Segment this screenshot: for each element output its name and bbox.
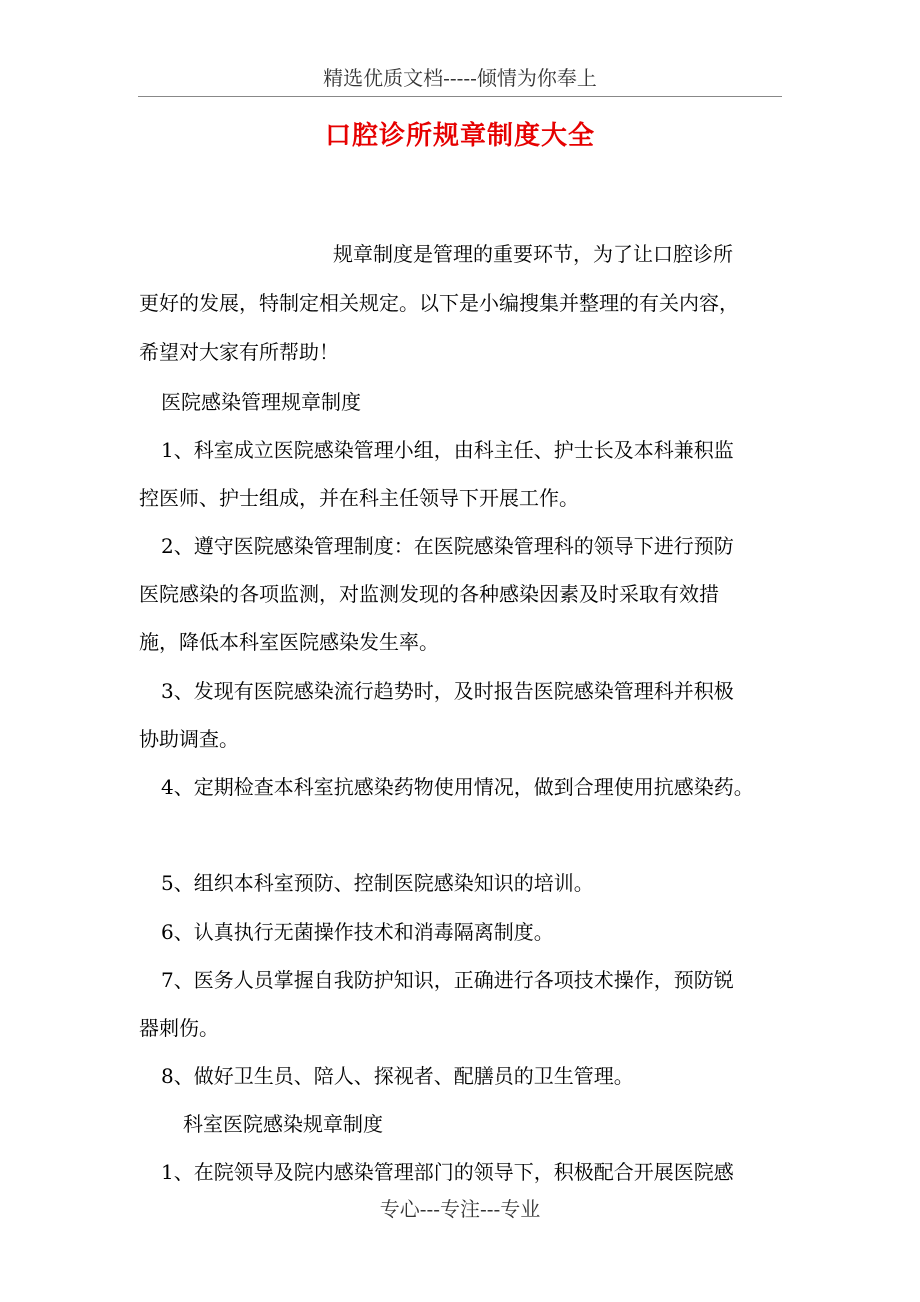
list-item-5-line-1: 5、组织本科室预防、控制医院感染知识的培训。 xyxy=(161,871,594,895)
page-header: 精选优质文档-----倾情为你奉上 xyxy=(323,66,597,90)
list-item-7-line-2: 器刺伤。 xyxy=(139,1016,219,1040)
intro-line-1: 规章制度是管理的重要环节，为了让口腔诊所 xyxy=(333,242,733,266)
header-divider xyxy=(138,96,782,97)
list-item-7-line-1: 7、医务人员掌握自我防护知识，正确进行各项技术操作，预防锐 xyxy=(161,968,734,992)
intro-line-2: 更好的发展，特制定相关规定。以下是小编搜集并整理的有关内容， xyxy=(139,291,739,315)
intro-line-3: 希望对大家有所帮助！ xyxy=(139,340,339,364)
section-heading-dept-infection: 科室医院感染规章制度 xyxy=(183,1112,383,1136)
section2-list-item-1-line-1: 1、在院领导及院内感染管理部门的领导下，积极配合开展医院感 xyxy=(161,1160,734,1184)
list-item-3-line-1: 3、发现有医院感染流行趋势时，及时报告医院感染管理科并积极 xyxy=(161,679,734,703)
list-item-1-line-1: 1、科室成立医院感染管理小组，由科主任、护士长及本科兼积监 xyxy=(161,438,734,462)
section-heading-infection-management: 医院感染管理规章制度 xyxy=(161,390,361,414)
list-item-1-line-2: 控医师、护士组成，并在科主任领导下开展工作。 xyxy=(139,486,579,510)
list-item-2-line-1: 2、遵守医院感染管理制度：在医院感染管理科的领导下进行预防 xyxy=(161,534,734,558)
list-item-8-line-1: 8、做好卫生员、陪人、探视者、配膳员的卫生管理。 xyxy=(161,1064,634,1088)
list-item-2-line-3: 施，降低本科室医院感染发生率。 xyxy=(139,630,439,654)
list-item-4-line-1: 4、定期检查本科室抗感染药物使用情况，做到合理使用抗感染药。 xyxy=(161,775,754,799)
list-item-2-line-2: 医院感染的各项监测，对监测发现的各种感染因素及时采取有效措 xyxy=(139,582,719,606)
list-item-6-line-1: 6、认真执行无菌操作技术和消毒隔离制度。 xyxy=(161,920,554,944)
list-item-3-line-2: 协助调查。 xyxy=(139,727,239,751)
document-title: 口腔诊所规章制度大全 xyxy=(324,121,595,151)
page-footer: 专心---专注---专业 xyxy=(379,1197,541,1221)
